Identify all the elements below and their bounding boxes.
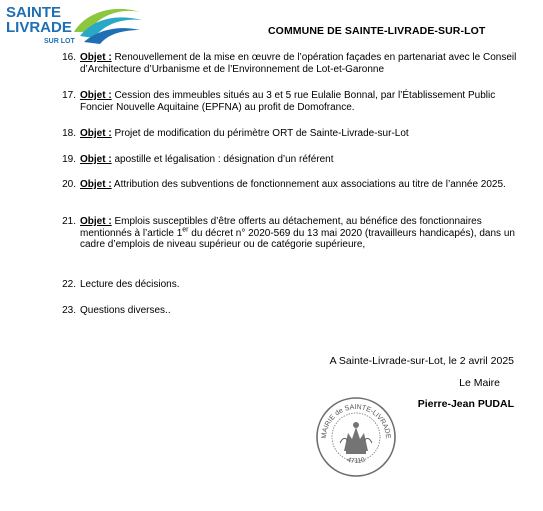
objet-label: Objet :: [80, 90, 112, 101]
commune-logo: [4, 2, 144, 48]
item-number: 17.: [62, 90, 76, 101]
agenda-item-21: [58, 216, 520, 251]
item-body: [80, 154, 520, 166]
logo-line-2: LIVRADE: [6, 19, 72, 36]
agenda-item-19: [58, 154, 520, 166]
item-body: [80, 179, 520, 191]
item-text-part-a: Emplois susceptibles d’être offerts au détachement, au bénéfice des fonctionnaires mentionnés à l’article 1: [80, 216, 482, 239]
agenda-item-18: [58, 128, 520, 140]
item-number: 23.: [62, 305, 76, 316]
objet-label: Objet :: [80, 179, 112, 190]
agenda-item-16: [58, 52, 520, 75]
item-text: Questions diverses..: [80, 305, 171, 316]
item-text: Renouvellement de la mise en œuvre de l’opération façades en partenariat avec le Conseil d’Architecture d’Urbanisme et de l’Environnement de Lot-et-Garonne: [80, 52, 517, 75]
item-number: 18.: [62, 128, 76, 139]
objet-label: Objet :: [80, 154, 112, 165]
item-body: [80, 216, 520, 251]
mairie-seal-stamp: [314, 395, 398, 479]
logo-line-3: SUR LOT: [44, 38, 75, 45]
agenda-item-22: [58, 279, 520, 291]
signature-name: Pierre-Jean PUDAL: [417, 398, 514, 410]
item-text: Cession des immeubles situés au 3 et 5 rue Eulalie Bonnal, par l’Établissement Public Foncier Nouvelle Aquitaine (EPFNA) au profit de Domofrance.: [80, 90, 496, 113]
item-number: 19.: [62, 154, 76, 165]
item-number: 16.: [62, 52, 76, 63]
item-number: 22.: [62, 279, 76, 290]
objet-label: Objet :: [80, 128, 112, 139]
item-body: [80, 90, 520, 113]
item-text: Lecture des décisions.: [80, 279, 180, 290]
commune-title: COMMUNE DE SAINTE-LIVRADE-SUR-LOT: [268, 25, 486, 37]
item-text-part-b: du décret n° 2020-569 du 13 mai 2020 (travailleurs handicapés), dans un cadre d’emplois de niveau supérieur ou de catégorie supérieure,: [80, 227, 515, 250]
signature-role: Le Maire: [459, 377, 500, 389]
item-text: Projet de modification du périmètre ORT de Sainte-Livrade-sur-Lot: [111, 128, 409, 139]
item-number: 20.: [62, 179, 76, 190]
item-text: Attribution des subventions de fonctionnement aux associations au titre de l’année 2025.: [111, 179, 506, 190]
item-number: 21.: [62, 216, 76, 227]
logo-line-1: SAINTE: [6, 4, 62, 21]
seal-text-top: MAIRIE de SAINTE-LIVRADE: [320, 403, 392, 439]
item-body: [80, 128, 520, 140]
seal-text-bottom: 47110: [346, 456, 366, 466]
agenda-item-20: [58, 179, 520, 191]
objet-label: Objet :: [80, 52, 112, 63]
signature-date-line: A Sainte-Livrade-sur-Lot, le 2 avril 2025: [329, 355, 514, 367]
item-body: [80, 52, 520, 75]
ordinal-superscript: er: [182, 226, 189, 234]
agenda-item-23: [58, 305, 520, 317]
item-text: apostille et légalisation : désignation d’un référent: [111, 154, 334, 165]
seal-emblem-icon: [340, 422, 372, 454]
objet-label: Objet :: [80, 216, 112, 227]
agenda-item-17: [58, 90, 520, 113]
